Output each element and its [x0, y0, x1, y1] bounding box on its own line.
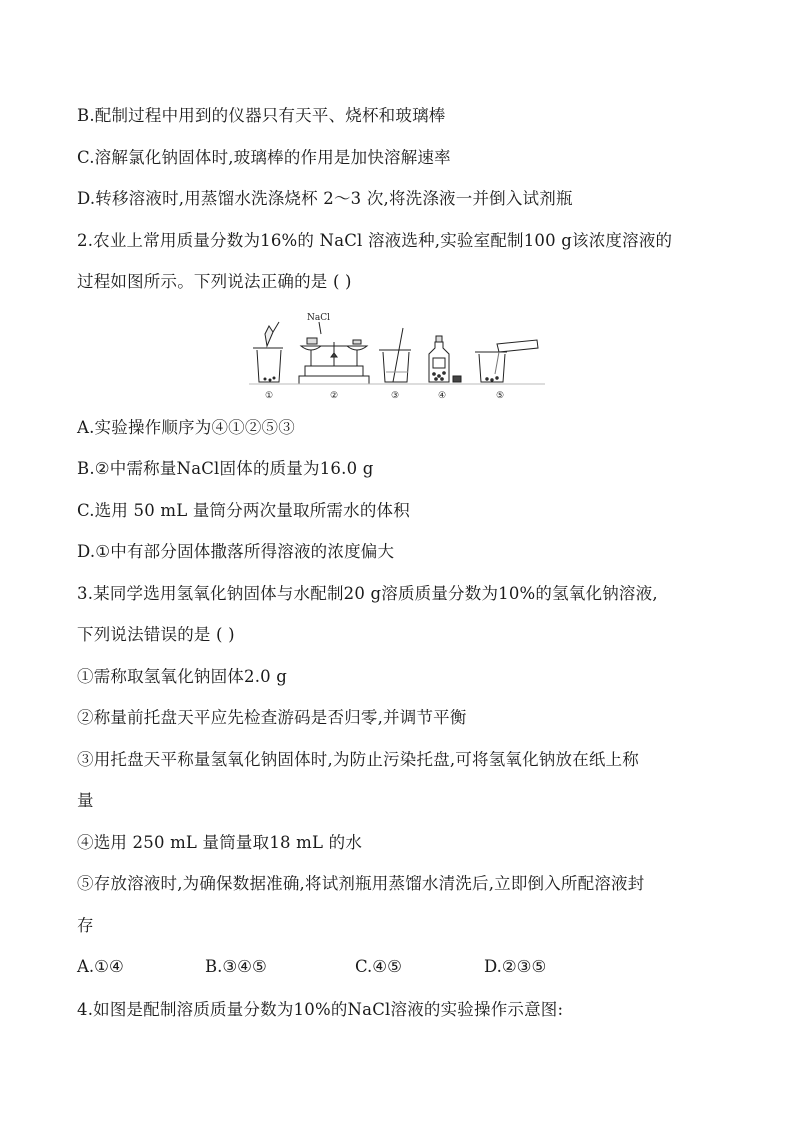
q3-statement-4: ④选用 250 mL 量筒量取18 mL 的水 — [77, 833, 363, 852]
q2-option-a: A.实验操作顺序为④①②⑤③ — [77, 418, 295, 437]
pouring-solution-illustration — [475, 340, 538, 382]
balance-illustration — [299, 322, 369, 384]
lab-procedure-figure — [245, 310, 545, 402]
step-label-2: ② — [330, 391, 339, 401]
q2-option-d: D.①中有部分固体撒落所得溶液的浓度偏大 — [77, 542, 395, 561]
reagent-bottle-illustration — [429, 336, 461, 382]
q1-option-d: D.转移溶液时,用蒸馏水洗涤烧杯 2～3 次,将洗涤液一并倒入试剂瓶 — [77, 189, 573, 208]
q3-choice-a: A.①④ — [77, 957, 124, 976]
q3-choice-b: B.③④⑤ — [205, 957, 267, 976]
step-label-1: ① — [265, 391, 274, 401]
q2-option-b: B.②中需称量NaCl固体的质量为16.0 g — [77, 459, 374, 478]
q3-statement-3: ③用托盘天平称量氢氧化钠固体时,为防止污染托盘,可将氢氧化钠放在纸上称 — [77, 750, 639, 769]
q3-statement-1: ①需称取氢氧化钠固体2.0 g — [77, 667, 288, 686]
q3-choice-c: C.④⑤ — [355, 957, 402, 976]
step-label-3: ③ — [391, 391, 400, 401]
q2-stem-line1: 2.农业上常用质量分数为16%的 NaCl 溶液选种,实验室配制100 g该浓度溶液的 — [77, 231, 673, 250]
nacl-label: NaCl — [307, 313, 331, 323]
q3-choice-d: D.②③⑤ — [484, 957, 547, 976]
step-label-4: ④ — [438, 391, 447, 401]
q3-stem-line2: 下列说法错误的是 ( ) — [77, 625, 235, 644]
step-label-5: ⑤ — [496, 391, 505, 401]
q1-option-b: B.配制过程中用到的仪器只有天平、烧杯和玻璃棒 — [77, 106, 446, 125]
q3-statement-5-cont: 存 — [77, 916, 94, 935]
q1-option-c: C.溶解氯化钠固体时,玻璃棒的作用是加快溶解速率 — [77, 148, 451, 167]
q4-stem-line1: 4.如图是配制溶质质量分数为10%的NaCl溶液的实验操作示意图: — [77, 1000, 564, 1019]
q3-statement-5: ⑤存放溶液时,为确保数据准确,将试剂瓶用蒸馏水清洗后,立即倒入所配溶液封 — [77, 874, 645, 893]
beaker-with-spoon-illustration — [253, 322, 283, 382]
q2-stem-line2: 过程如图所示。下列说法正确的是 ( ) — [77, 272, 352, 291]
beaker-with-stirring-rod-illustration — [379, 328, 411, 382]
q3-stem-line1: 3.某同学选用氢氧化钠固体与水配制20 g溶质质量分数为10%的氢氧化钠溶液, — [77, 584, 658, 603]
q3-statement-2: ②称量前托盘天平应先检查游码是否归零,并调节平衡 — [77, 708, 467, 727]
q3-statement-3-cont: 量 — [77, 791, 94, 810]
q2-option-c: C.选用 50 mL 量筒分两次量取所需水的体积 — [77, 501, 410, 520]
